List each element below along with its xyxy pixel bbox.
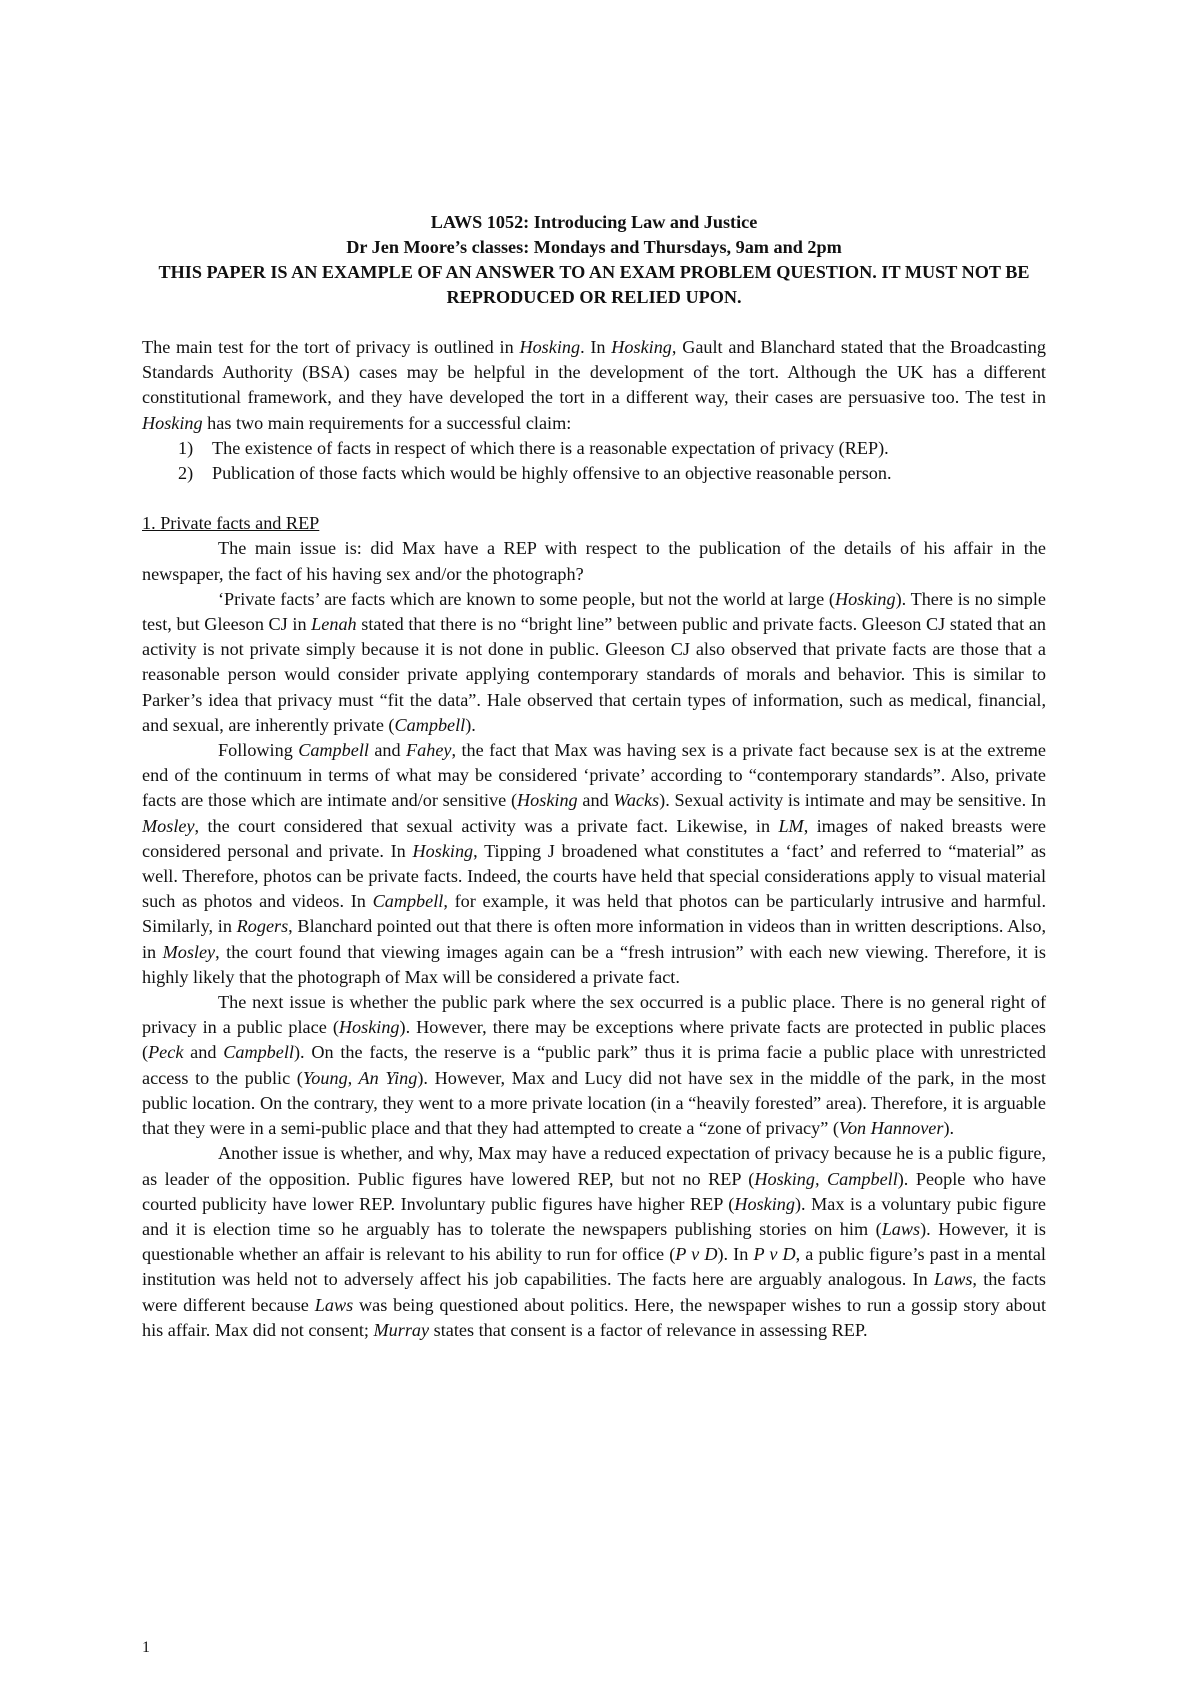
case-name: Murray (373, 1319, 430, 1340)
case-name: Laws (314, 1294, 354, 1315)
case-name: Mosley (142, 815, 195, 836)
intro-paragraph: The main test for the tort of privacy is outlined in Hosking. In Hosking, Gault and Blanchard stated that the Broadcasting Standards Authority (BSA) cases may be helpful in the development of the tort. Although the UK has a different constitutional framework, and they have developed the tort in a different way, their cases are persuasive too. The test in Hosking has two main requirements for a successful claim: (142, 337, 1046, 433)
case-name: Campbell (372, 891, 444, 912)
case-name: Laws (933, 1269, 973, 1290)
case-name: Campbell (298, 740, 369, 761)
case-name: Rogers (236, 916, 289, 937)
page-number: 1 (142, 1639, 150, 1656)
case-name: Mosley (162, 941, 216, 962)
document-header (142, 210, 1046, 310)
case-name: Hosking (517, 790, 578, 811)
case-name: Laws (881, 1218, 921, 1239)
case-name: Hosking (412, 840, 474, 861)
requirements-list (142, 436, 1046, 486)
case-name: Hosking (734, 1193, 795, 1214)
course-title: LAWS 1052: Introducing Law and Justice (430, 212, 758, 232)
case-name: Young, An Ying (302, 1067, 418, 1088)
case-name: Fahey (406, 740, 452, 761)
list-item: 1) The existence of facts in respect of which there is a reasonable expectation of privacy (REP). (178, 437, 889, 458)
case-name: Von Hannover (838, 1118, 944, 1139)
case-name: Hosking (611, 337, 672, 357)
class-schedule: Dr Jen Moore’s classes: Mondays and Thursdays, 9am and 2pm (346, 237, 842, 257)
case-name: LM (778, 815, 804, 836)
case-name: Campbell (223, 1042, 294, 1063)
disclaimer: THIS PAPER IS AN EXAMPLE OF AN ANSWER TO AN EXAM PROBLEM QUESTION. IT MUST NOT BE REPRODUCED OR RELIED UPON. (158, 262, 1030, 307)
document-page (142, 210, 1046, 1343)
case-name: Wacks (613, 790, 660, 811)
body-paragraph: Following Campbell and Fahey, the fact that Max was having sex is a private fact because sex is at the extreme end of the continuum in terms of what may be considered ‘private’ according to “contemporary standards”. Also, private facts are those which are intimate and/or sensitive (Hosking and Wacks). Sexual activity is intimate and may be sensitive. In Mosley, the court considered that sexual activity was a private fact. Likewise, in LM, images of naked breasts were considered personal and private. In Hosking, Tipping J broadened what constitutes a ‘fact’ and referred to “material” as well. Therefore, photos can be private facts. Indeed, the courts have held that special considerations apply to visual material such as photos and videos. In Campbell, for example, it was held that photos can be particularly intrusive and harmful. Similarly, in Rogers, Blanchard pointed out that there is often more information in videos than in written descriptions. Also, in Mosley, the court found that viewing images again can be a “fresh intrusion” with each new viewing. Therefore, it is highly likely that the photograph of Max will be considered a private fact. (142, 740, 1047, 987)
case-name: Peck (148, 1042, 184, 1063)
section-heading: 1. Private facts and REP (142, 513, 320, 534)
body-paragraph: ‘Private facts’ are facts which are known to some people, but not the world at large (Hosking). There is no simple test, but Gleeson CJ in Lenah stated that there is no “bright line” between public and private facts. Gleeson CJ stated that an activity is not private simply because it is not done in public. Gleeson CJ also observed that private facts are those that a reasonable person would consider private applying contemporary standards of morals and behavior. This is similar to Parker’s idea that privacy must “fit the data”. Hale observed that certain types of information, such as medical, financial, and sexual, are inherently private (Campbell). (142, 588, 1047, 735)
list-item: 2) Publication of those facts which would be highly offensive to an objective reasonable person. (178, 463, 892, 484)
case-name: Hosking (834, 588, 896, 609)
case-name: Hosking (338, 1017, 400, 1038)
case-name: Hosking, Campbell (754, 1168, 898, 1189)
case-name: Hosking (519, 337, 581, 357)
case-name: Campbell (394, 714, 466, 735)
body-paragraph: The next issue is whether the public park where the sex occurred is a public place. There is no general right of privacy in a public place (Hosking). However, there may be exceptions where private facts are protected in public places (Peck and Campbell). On the facts, the reserve is a “public park” thus it is prima facie a public place with unrestricted access to the public (Young, An Ying). However, Max and Lucy did not have sex in the middle of the park, in the most public location. On the contrary, they went to a more private location (in a “heavily forested” area). Therefore, it is arguable that they were in a semi-public place and that they had attempted to create a “zone of privacy” (Von Hannover). (142, 992, 1047, 1139)
case-name: P v D (753, 1244, 796, 1265)
case-name: Lenah (311, 614, 357, 635)
case-name: P v D (675, 1244, 718, 1265)
case-name: Hosking (142, 412, 203, 433)
body-paragraph: Another issue is whether, and why, Max may have a reduced expectation of privacy because he is a public figure, as leader of the opposition. Public figures have lowered REP, but not no REP (Hosking, Campbell). People who have courted publicity have lower REP. Involuntary public figures have higher REP (Hosking). Max is a voluntary pubic figure and it is election time so he arguably has to tolerate the newspapers publishing stories on him (Laws). However, it is questionable whether an affair is relevant to his ability to run for office (P v D). In P v D, a public figure’s past in a mental institution was held not to adversely affect his job capabilities. The facts here are arguably analogous. In Laws, the facts were different because Laws was being questioned about politics. Here, the newspaper wishes to run a gossip story about his affair. Max did not consent; Murray states that consent is a factor of relevance in assessing REP. (142, 1143, 1047, 1340)
body-paragraph: The main issue is: did Max have a REP with respect to the publication of the details of his affair in the newspaper, the fact of his having sex and/or the photograph? (142, 538, 1046, 584)
